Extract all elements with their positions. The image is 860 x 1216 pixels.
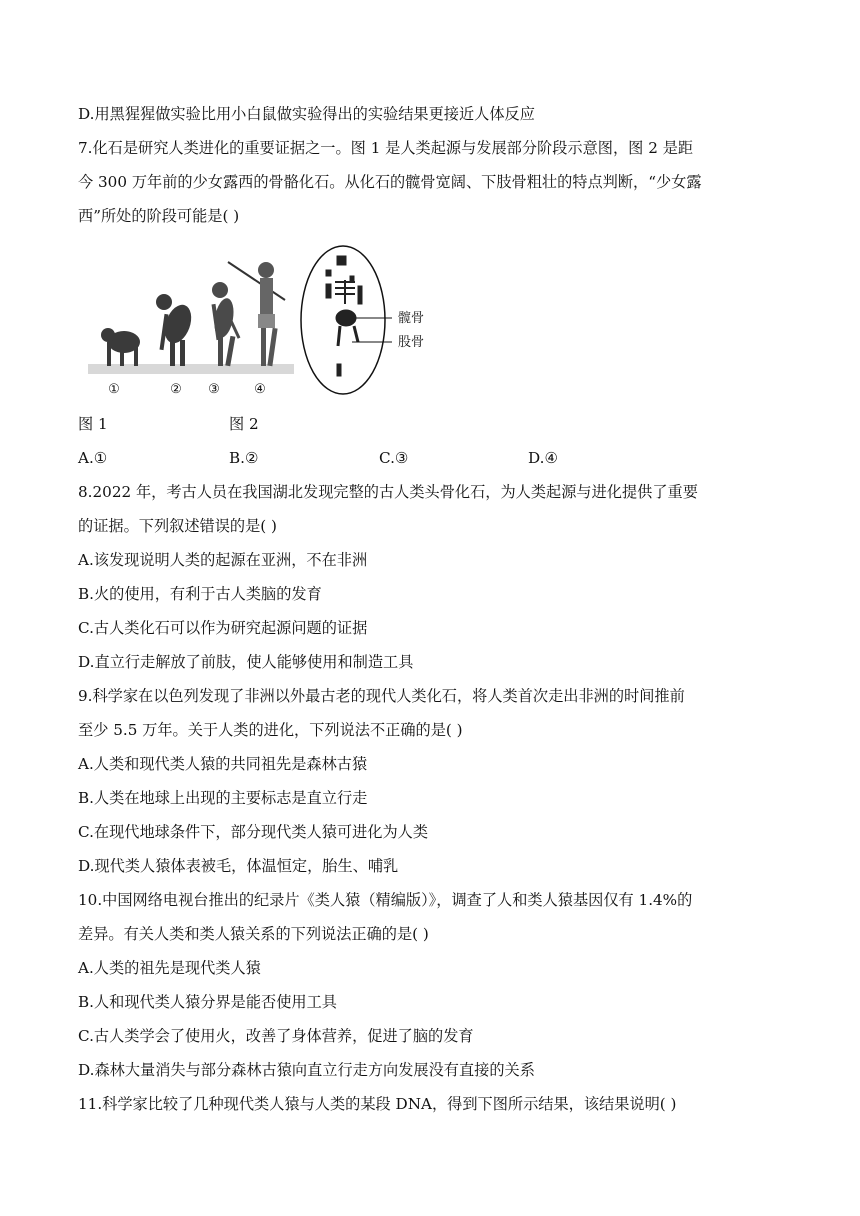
q9-option-b: B.人类在地球上出现的主要标志是直立行走 xyxy=(78,789,368,807)
q7-stem-line-3: 西”所处的阶段可能是( ) xyxy=(78,207,240,225)
evolution-figure-3 xyxy=(212,282,241,366)
q8-option-d: D.直立行走解放了前肢，使人能够使用和制造工具 xyxy=(78,653,414,671)
hip-label: 髋骨 xyxy=(398,311,425,326)
stage-label-2: ② xyxy=(170,382,182,397)
lucy-skeleton xyxy=(326,256,362,376)
evolution-figure-4 xyxy=(228,262,285,366)
q10-option-b: B.人和现代类人猿分界是能否使用工具 xyxy=(78,993,337,1011)
q6-option-d: D.用黑猩猩做实验比用小白鼠做实验得出的实验结果更接近人体反应 xyxy=(78,105,535,123)
q10-stem-line-1: 10.中国网络电视台推出的纪录片《类人猿（精编版）》，调查了人和类人猿基因仅有 1.4%的 xyxy=(78,891,693,909)
q9-option-a: A.人类和现代类人猿的共同祖先是森林古猿 xyxy=(78,755,368,773)
q8-option-a: A.该发现说明人类的起源在亚洲，不在非洲 xyxy=(78,551,368,569)
stage-label-3: ③ xyxy=(208,382,220,397)
q7-stem-line-2: 今 300 万年前的少女露西的骨骼化石。从化石的髋骨宽阔、下肢骨粗壮的特点判断，“少女露 xyxy=(78,173,702,191)
q7-stem-line-1: 7.化石是研究人类进化的重要证据之一。图 1 是人类起源与发展部分阶段示意图，图 2 是距 xyxy=(78,139,694,157)
q7-option-b: B.② xyxy=(229,449,259,467)
evolution-figure-2 xyxy=(156,294,196,366)
q10-option-a: A.人类的祖先是现代类人猿 xyxy=(78,959,261,977)
stage-label-4: ④ xyxy=(254,382,266,397)
stage-label-1: ① xyxy=(108,382,120,397)
q7-figure xyxy=(80,242,460,400)
q8-option-b: B.火的使用，有利于古人类脑的发育 xyxy=(78,585,322,603)
q10-stem-line-2: 差异。有关人类和类人猿关系的下列说法正确的是( ) xyxy=(78,925,429,943)
q7-option-a: A.① xyxy=(78,449,108,467)
q9-option-c: C.在现代地球条件下，部分现代类人猿可进化为人类 xyxy=(78,823,429,841)
figure-1-caption: 图 1 xyxy=(78,415,108,433)
q9-option-d: D.现代类人猿体表被毛，体温恒定，胎生、哺乳 xyxy=(78,857,399,875)
q7-option-d: D.④ xyxy=(528,449,559,467)
q11-stem-line-1: 11.科学家比较了几种现代类人猿与人类的某段 DNA，得到下图所示结果，该结果说明( ) xyxy=(78,1095,677,1113)
q10-option-c: C.古人类学会了使用火，改善了身体营养，促进了脑的发育 xyxy=(78,1027,474,1045)
q9-stem-line-1: 9.科学家在以色列发现了非洲以外最古老的现代人类化石，将人类首次走出非洲的时间推前 xyxy=(78,687,685,705)
q8-stem-line-1: 8.2022 年，考古人员在我国湖北发现完整的古人类头骨化石，为人类起源与进化提供了重要 xyxy=(78,483,698,501)
q8-option-c: C.古人类化石可以作为研究起源问题的证据 xyxy=(78,619,368,637)
q9-stem-line-2: 至少 5.5 万年。关于人类的进化，下列说法不正确的是( ) xyxy=(78,721,463,739)
femur-label: 股骨 xyxy=(398,335,425,350)
q10-option-d: D.森林大量消失与部分森林古猿向直立行走方向发展没有直接的关系 xyxy=(78,1061,535,1079)
evolution-figure-1 xyxy=(101,328,140,366)
q7-option-c: C.③ xyxy=(379,449,409,467)
figure-2-caption: 图 2 xyxy=(229,415,259,433)
q8-stem-line-2: 的证据。下列叙述错误的是( ) xyxy=(78,517,277,535)
